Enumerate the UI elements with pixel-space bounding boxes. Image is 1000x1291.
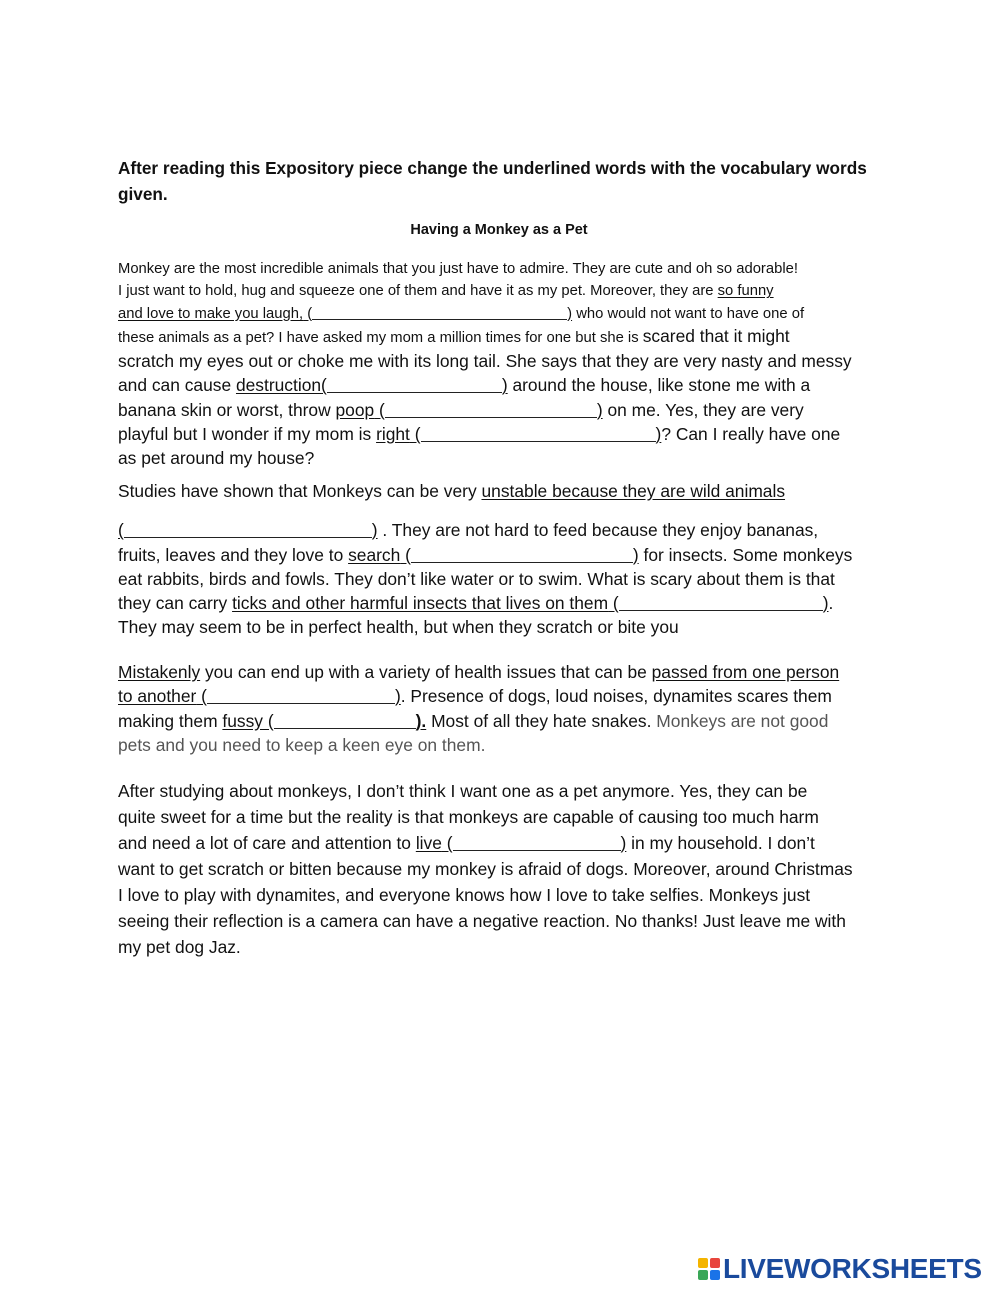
text-line: pets and you need to keep a keen eye on them.	[118, 734, 486, 755]
answer-blank[interactable]	[385, 400, 597, 418]
text-line: After studying about monkeys, I don’t think I want one as a pet anymore. Yes, they can be	[118, 781, 808, 801]
paragraph-1	[118, 258, 888, 471]
logo-square	[710, 1258, 720, 1268]
text-line: I love to play with dynamites, and everyone knows how I love to take selfies. Monkeys just	[118, 885, 811, 905]
text-line: ( ) . They are not hard to feed because they enjoy bananas,	[118, 520, 819, 541]
text-line: and need a lot of care and attention to live ( ) in my household. I don’t	[118, 833, 815, 853]
instructions: After reading this Expository piece change the underlined words with the vocabulary words given.	[118, 158, 867, 204]
liveworksheets-logo	[698, 1252, 982, 1286]
answer-blank[interactable]	[619, 594, 823, 612]
text-line: these animals as a pet? I have asked my mom a million times for one but she is scared that it might	[118, 325, 790, 346]
text-line: eat rabbits, birds and fowls. They don’t like water or to swim. What is scary about them is that	[118, 568, 835, 589]
underlined-phrase: right	[376, 424, 410, 445]
answer-blank[interactable]	[274, 711, 416, 729]
text-line: and love to make you laugh, ( ) who would not want to have one of	[118, 305, 805, 322]
text-line: my pet dog Jaz.	[118, 937, 241, 957]
logo-icon	[698, 1258, 720, 1280]
text-line: and can cause destruction( ) around the house, like stone me with a	[118, 375, 811, 396]
text-line: I just want to hold, hug and squeeze one of them and have it as my pet. Moreover, they are so funny	[118, 283, 774, 300]
paragraph-4	[118, 778, 888, 960]
paragraph-3	[118, 660, 888, 757]
underlined-phrase: poop	[335, 399, 375, 420]
underlined-phrase: and love to make you laugh,	[118, 305, 304, 322]
underlined-phrase: to another	[118, 686, 197, 707]
logo-text: LIVEWORKSHEETS	[723, 1253, 982, 1284]
underlined-phrase: ticks and other harmful insects that lives on them	[232, 593, 609, 614]
underlined-phrase: fussy	[222, 710, 263, 731]
underlined-phrase: so funny	[717, 283, 774, 300]
answer-blank[interactable]	[312, 305, 567, 320]
text-line: they can carry ticks and other harmful insects that lives on them ( ).	[118, 593, 834, 614]
text-line: They may seem to be in perfect health, but when they scratch or bite you	[118, 617, 679, 638]
text-line: Monkey are the most incredible animals that you just have to admire. They are cute and oh so adorable!	[118, 261, 798, 277]
underlined-phrase: unstable because they are wild animals	[481, 481, 786, 501]
text-line: as pet around my house?	[118, 448, 315, 469]
answer-blank[interactable]	[453, 833, 621, 851]
text-line: Mistakenly you can end up with a variety of health issues that can be passed from one person	[118, 662, 840, 682]
text-line: scratch my eyes out or choke me with its long tail. She says that they are very nasty and messy	[118, 351, 852, 372]
text-line: want to get scratch or bitten because my monkey is afraid of dogs. Moreover, around Christmas	[118, 859, 853, 879]
logo-square	[710, 1270, 720, 1280]
text-line: seeing their reflection is a camera can have a negative reaction. No thanks! Just leave me with	[118, 911, 846, 931]
passage-title: Having a Monkey as a Pet	[410, 222, 588, 238]
text-line: making them fussy ( ). Most of all they hate snakes. Monkeys are not good	[118, 710, 829, 731]
underlined-phrase: destruction	[235, 375, 322, 396]
answer-blank[interactable]	[207, 687, 395, 705]
underlined-phrase: passed from one person	[651, 662, 840, 682]
text-line: banana skin or worst, throw poop ( ) on me. Yes, they are very	[118, 399, 804, 420]
answer-blank[interactable]	[411, 545, 633, 563]
logo-square	[698, 1270, 708, 1280]
underlined-phrase: live	[415, 833, 442, 853]
answer-blank[interactable]	[124, 521, 372, 539]
text-line: quite sweet for a time but the reality is that monkeys are capable of causing too much harm	[118, 807, 819, 827]
text-line: fruits, leaves and they love to search ( ) for insects. Some monkeys	[118, 544, 853, 565]
text-line: Studies have shown that Monkeys can be very unstable because they are wild animals	[118, 481, 786, 501]
answer-blank[interactable]	[327, 376, 502, 394]
text-line: to another ( ). Presence of dogs, loud noises, dynamites scares them	[118, 686, 832, 707]
underlined-phrase: search	[348, 544, 401, 565]
answer-blank[interactable]	[421, 425, 656, 443]
text-line: playful but I wonder if my mom is right ( )? Can I really have one	[118, 424, 841, 445]
paragraph-2	[118, 479, 888, 640]
logo-square	[698, 1258, 708, 1268]
